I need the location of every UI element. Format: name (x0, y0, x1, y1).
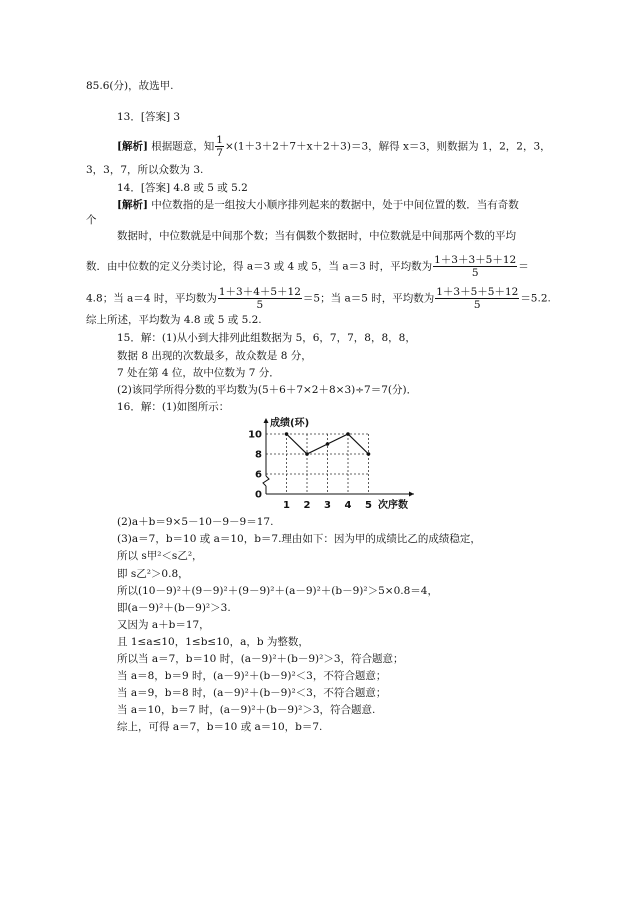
text-span: ×(1＋3＋2＋7＋x＋2＋3)＝3，解得 x＝3，则数据为 1，2，2，3， (224, 140, 551, 153)
x-tick-label: 2 (303, 500, 311, 511)
text-line: 85.6(分)，故选甲. (86, 80, 174, 92)
text-line (86, 286, 551, 311)
x-tick-label: 4 (344, 500, 352, 511)
text-line: 3，3，7，所以众数为 3. (86, 164, 204, 176)
y-tick-label: 6 (255, 469, 262, 481)
text-span: 中位数指的是一组按大小顺序排列起来的数据中，处于中间位置的数．当有奇数 (151, 199, 519, 211)
y-axis-arrow (264, 418, 269, 423)
text-line: 综上，可得 a＝7，b＝10 或 a＝10，b＝7. (117, 721, 323, 733)
fraction: $\frac{1+3+3+5+12}{5}$ (434, 254, 517, 279)
text-line: 所以当 a＝7，b＝10 时，(a－9)²＋(b－9)²＞3，符合题意； (117, 653, 404, 665)
x-tick-label: 5 (365, 500, 372, 511)
text-line: 当 a＝10，b＝7 时，(a－9)²＋(b－9)²＞3，符合题意. (117, 704, 376, 716)
axis-break (263, 476, 269, 486)
chart-axes (263, 418, 414, 497)
text-line: 当 a＝8，b＝9 时，(a－9)²＋(b－9)²＜3，不符合题意； (117, 670, 387, 682)
text-line: 个 (86, 214, 97, 226)
text-line: 综上所述，平均数为 4.8 或 5 或 5.2. (86, 314, 262, 326)
text-line: 数据时，中位数就是中间那个数；当有偶数个数据时，中位数就是中间那两个数的平均 (117, 230, 516, 242)
text-line: 即 s乙²＞0.8， (117, 568, 189, 580)
y-axis-title: 成绩(环) (270, 418, 310, 429)
chart-labels (248, 416, 408, 511)
text-line: (3)a＝7，b＝10 或 a＝10，b＝7.理由如下：因为甲的成绩比乙的成绩稳定， (117, 533, 481, 545)
text-line: (2)a＋b＝9×5－10－9－9＝17. (117, 516, 274, 528)
fraction: $\frac{1+3+5+5+12}{5}$ (436, 286, 519, 311)
text-line: 所以 s甲²＜s乙²， (117, 550, 203, 562)
text-span: ＝ (518, 260, 529, 273)
analysis-14 (117, 198, 519, 212)
answer-13: 13．[答案] 3 (117, 111, 181, 123)
text-span: ＝5；当 a＝5 时，平均数为 (302, 292, 435, 305)
analysis-tag: [解析] (117, 140, 148, 153)
text-span: 数．由中位数的定义分类讨论，得 a＝3 或 4 或 5，当 a＝3 时，平均数为 (86, 260, 433, 273)
answer-14: 14．[答案] 4.8 或 5 或 5.2 (117, 182, 248, 194)
data-point (305, 452, 309, 456)
data-point (326, 442, 330, 446)
y-tick-label: 0 (255, 489, 262, 501)
x-tick-label: 3 (324, 500, 331, 511)
text-line: 又因为 a＋b＝17， (117, 619, 210, 631)
text-line: 7 处在第 4 位，故中位数为 7 分． (117, 367, 280, 379)
analysis-tag: [解析] (117, 199, 148, 211)
analysis-13 (117, 134, 551, 159)
x-tick-label: 1 (283, 500, 290, 511)
text-span: 根据题意，知 (151, 140, 215, 153)
text-line: 所以(10－9)²＋(9－9)²＋(9－9)²＋(a－9)²＋(b－9)²＞5×0.8＝4， (117, 585, 438, 597)
data-point (367, 452, 371, 456)
x-axis-arrow (409, 492, 414, 497)
text-span: 4.8；当 a＝4 时，平均数为 (86, 292, 217, 305)
chart-grid (266, 434, 369, 494)
fraction: $\frac{1+3+4+5+12}{5}$ (218, 286, 301, 311)
text-span: ＝5.2. (520, 292, 551, 305)
fraction: $\frac{1}{7}$ (216, 134, 223, 159)
text-line: 数据 8 出现的次数最多，故众数是 8 分， (117, 350, 312, 362)
solution-16: 16．解：(1)如图所示： (117, 401, 230, 413)
text-line: 即(a－9)²＋(b－9)²＞3. (117, 602, 231, 614)
x-axis-title: 次序数 (378, 500, 408, 511)
text-line: (2)该同学所得分数的平均数为(5＋6＋7×2＋8×3)÷7＝7(分)． (117, 384, 418, 396)
data-point (285, 432, 289, 436)
text-line: 且 1≤a≤10，1≤b≤10，a，b 为整数， (117, 636, 309, 648)
data-point (346, 432, 350, 436)
score-line-chart (230, 412, 420, 512)
solution-15: 15．解：(1)从小到大排列此组数据为 5，6，7，7，8，8，8， (117, 332, 416, 344)
text-line (86, 254, 529, 279)
y-tick-label: 10 (248, 429, 262, 441)
text-line: 当 a＝9，b＝8 时，(a－9)²＋(b－9)²＜3，不符合题意； (117, 687, 387, 699)
y-tick-label: 8 (255, 449, 262, 461)
